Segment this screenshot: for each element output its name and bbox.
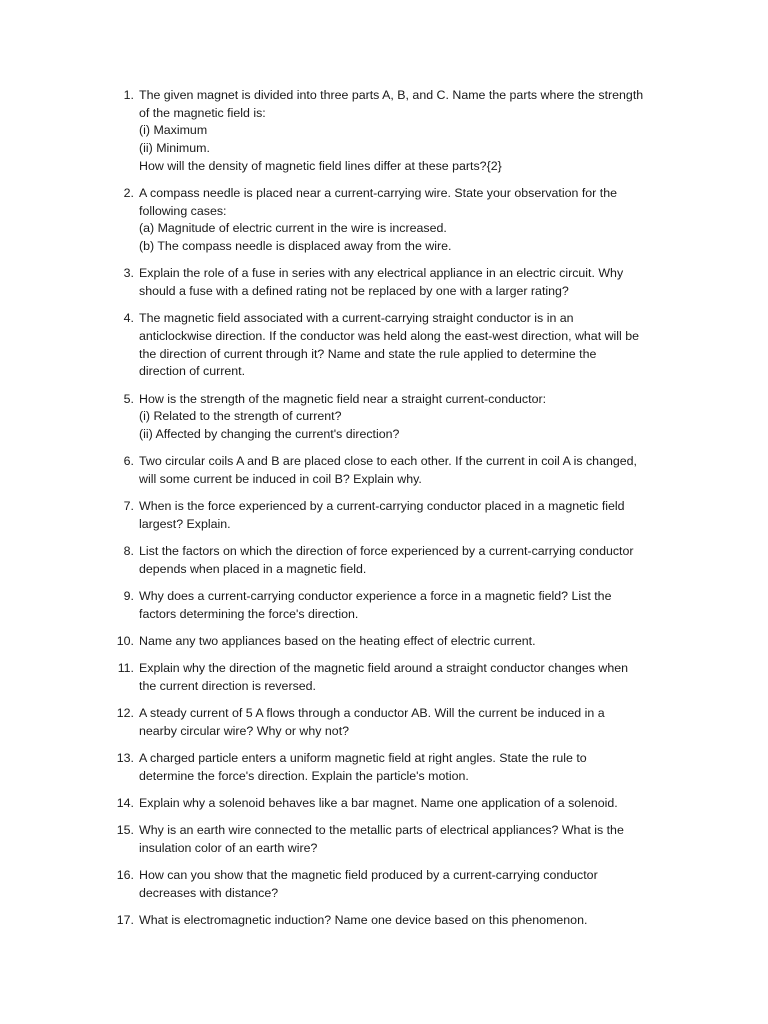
question-text-line: Two circular coils A and B are placed close to each other. If the current in coil A is changed, xyxy=(139,454,637,469)
question-text-line: factors determining the force's direction. xyxy=(139,606,359,621)
question-text-line: will some current be induced in coil B? Explain why. xyxy=(139,471,422,486)
question-text-line: following cases: xyxy=(139,203,227,218)
question-number: 16. xyxy=(116,867,134,882)
question-item xyxy=(108,87,680,176)
question-list xyxy=(108,87,680,939)
question-text-line: What is electromagnetic induction? Name one device based on this phenomenon. xyxy=(139,912,588,927)
question-number: 14. xyxy=(116,795,134,810)
question-text-line: Explain why a solenoid behaves like a bar magnet. Name one application of a solenoid. xyxy=(139,795,618,810)
question-text-line: List the factors on which the direction of force experienced by a current-carrying conductor xyxy=(139,543,634,558)
question-text-line: decreases with distance? xyxy=(139,885,279,900)
question-number: 2. xyxy=(123,186,134,201)
question-item xyxy=(108,912,680,930)
question-text-line: Name any two appliances based on the heating effect of electric current. xyxy=(139,633,536,648)
question-item xyxy=(108,588,680,623)
question-number: 9. xyxy=(123,588,134,603)
question-text-line: (i) Maximum xyxy=(139,123,208,138)
question-text-line: (ii) Minimum. xyxy=(139,141,210,156)
question-item xyxy=(108,705,680,740)
question-text-line: When is the force experienced by a current-carrying conductor placed in a magnetic field xyxy=(139,499,625,514)
question-number: 5. xyxy=(123,391,134,406)
question-text-line: Why is an earth wire connected to the metallic parts of electrical appliances? What is the xyxy=(139,822,624,837)
question-text-line: Why does a current-carrying conductor experience a force in a magnetic field? List the xyxy=(139,588,612,603)
question-text-line: How is the strength of the magnetic field near a straight current-conductor: xyxy=(139,391,547,406)
question-text-line: the current direction is reversed. xyxy=(139,678,316,693)
question-item xyxy=(108,185,680,256)
question-text-line: How will the density of magnetic field lines differ at these parts?{2} xyxy=(139,158,502,173)
question-text-line: A compass needle is placed near a current-carrying wire. State your observation for the xyxy=(139,186,617,201)
question-text-line: A steady current of 5 A flows through a conductor AB. Will the current be induced in a xyxy=(139,705,605,720)
question-number: 6. xyxy=(123,454,134,469)
question-number: 4. xyxy=(123,311,134,326)
question-number: 10. xyxy=(116,633,134,648)
question-text-line: A charged particle enters a uniform magnetic field at right angles. State the rule to xyxy=(139,750,587,765)
question-number: 7. xyxy=(123,499,134,514)
question-text-line: Explain the role of a fuse in series with any electrical appliance in an electric circuit. Why xyxy=(139,266,624,281)
question-item xyxy=(108,750,680,785)
question-item xyxy=(108,391,680,444)
question-text-line: (i) Related to the strength of current? xyxy=(139,409,342,424)
question-item xyxy=(108,543,680,578)
question-item xyxy=(108,867,680,902)
question-text-line: insulation color of an earth wire? xyxy=(139,840,318,855)
question-number: 1. xyxy=(123,88,134,102)
question-text-line: depends when placed in a magnetic field. xyxy=(139,561,367,576)
question-item xyxy=(108,795,680,813)
question-number: 8. xyxy=(123,543,134,558)
question-text-line: Explain why the direction of the magnetic field around a straight conductor changes when xyxy=(139,660,629,675)
question-number: 3. xyxy=(123,266,134,281)
question-text-line: (b) The compass needle is displaced away from the wire. xyxy=(139,239,452,254)
question-text-line: nearby circular wire? Why or why not? xyxy=(139,723,350,738)
question-item xyxy=(108,453,680,488)
question-item xyxy=(108,660,680,695)
question-number: 13. xyxy=(116,750,134,765)
question-text-line: of the magnetic field is: xyxy=(139,105,266,120)
question-text-line: determine the force's direction. Explain the particle's motion. xyxy=(139,768,469,783)
question-text-line: How can you show that the magnetic field produced by a current-carrying conductor xyxy=(139,867,598,882)
question-number: 15. xyxy=(116,822,134,837)
question-text-line: largest? Explain. xyxy=(139,516,231,531)
question-item xyxy=(108,633,680,651)
question-text-line: The magnetic field associated with a current-carrying straight conductor is in an xyxy=(139,311,574,326)
question-text-line: should a fuse with a defined rating not be replaced by one with a larger rating? xyxy=(139,284,569,299)
question-item xyxy=(108,498,680,533)
question-item xyxy=(108,822,680,857)
question-item xyxy=(108,310,680,381)
question-text-line: direction of current. xyxy=(139,364,246,379)
question-item xyxy=(108,265,680,300)
question-text-line: the direction of current through it? Name and state the rule applied to determine the xyxy=(139,346,597,361)
question-text-line: anticlockwise direction. If the conductor was held along the east-west direction, what will be xyxy=(139,328,640,343)
question-text-line: (a) Magnitude of electric current in the wire is increased. xyxy=(139,221,447,236)
question-text-line: The given magnet is divided into three parts A, B, and C. Name the parts where the strength xyxy=(139,88,644,102)
question-text-line: (ii) Affected by changing the current's direction? xyxy=(139,426,400,441)
question-number: 12. xyxy=(116,705,134,720)
question-number: 11. xyxy=(117,660,134,675)
question-number: 17. xyxy=(116,912,134,927)
